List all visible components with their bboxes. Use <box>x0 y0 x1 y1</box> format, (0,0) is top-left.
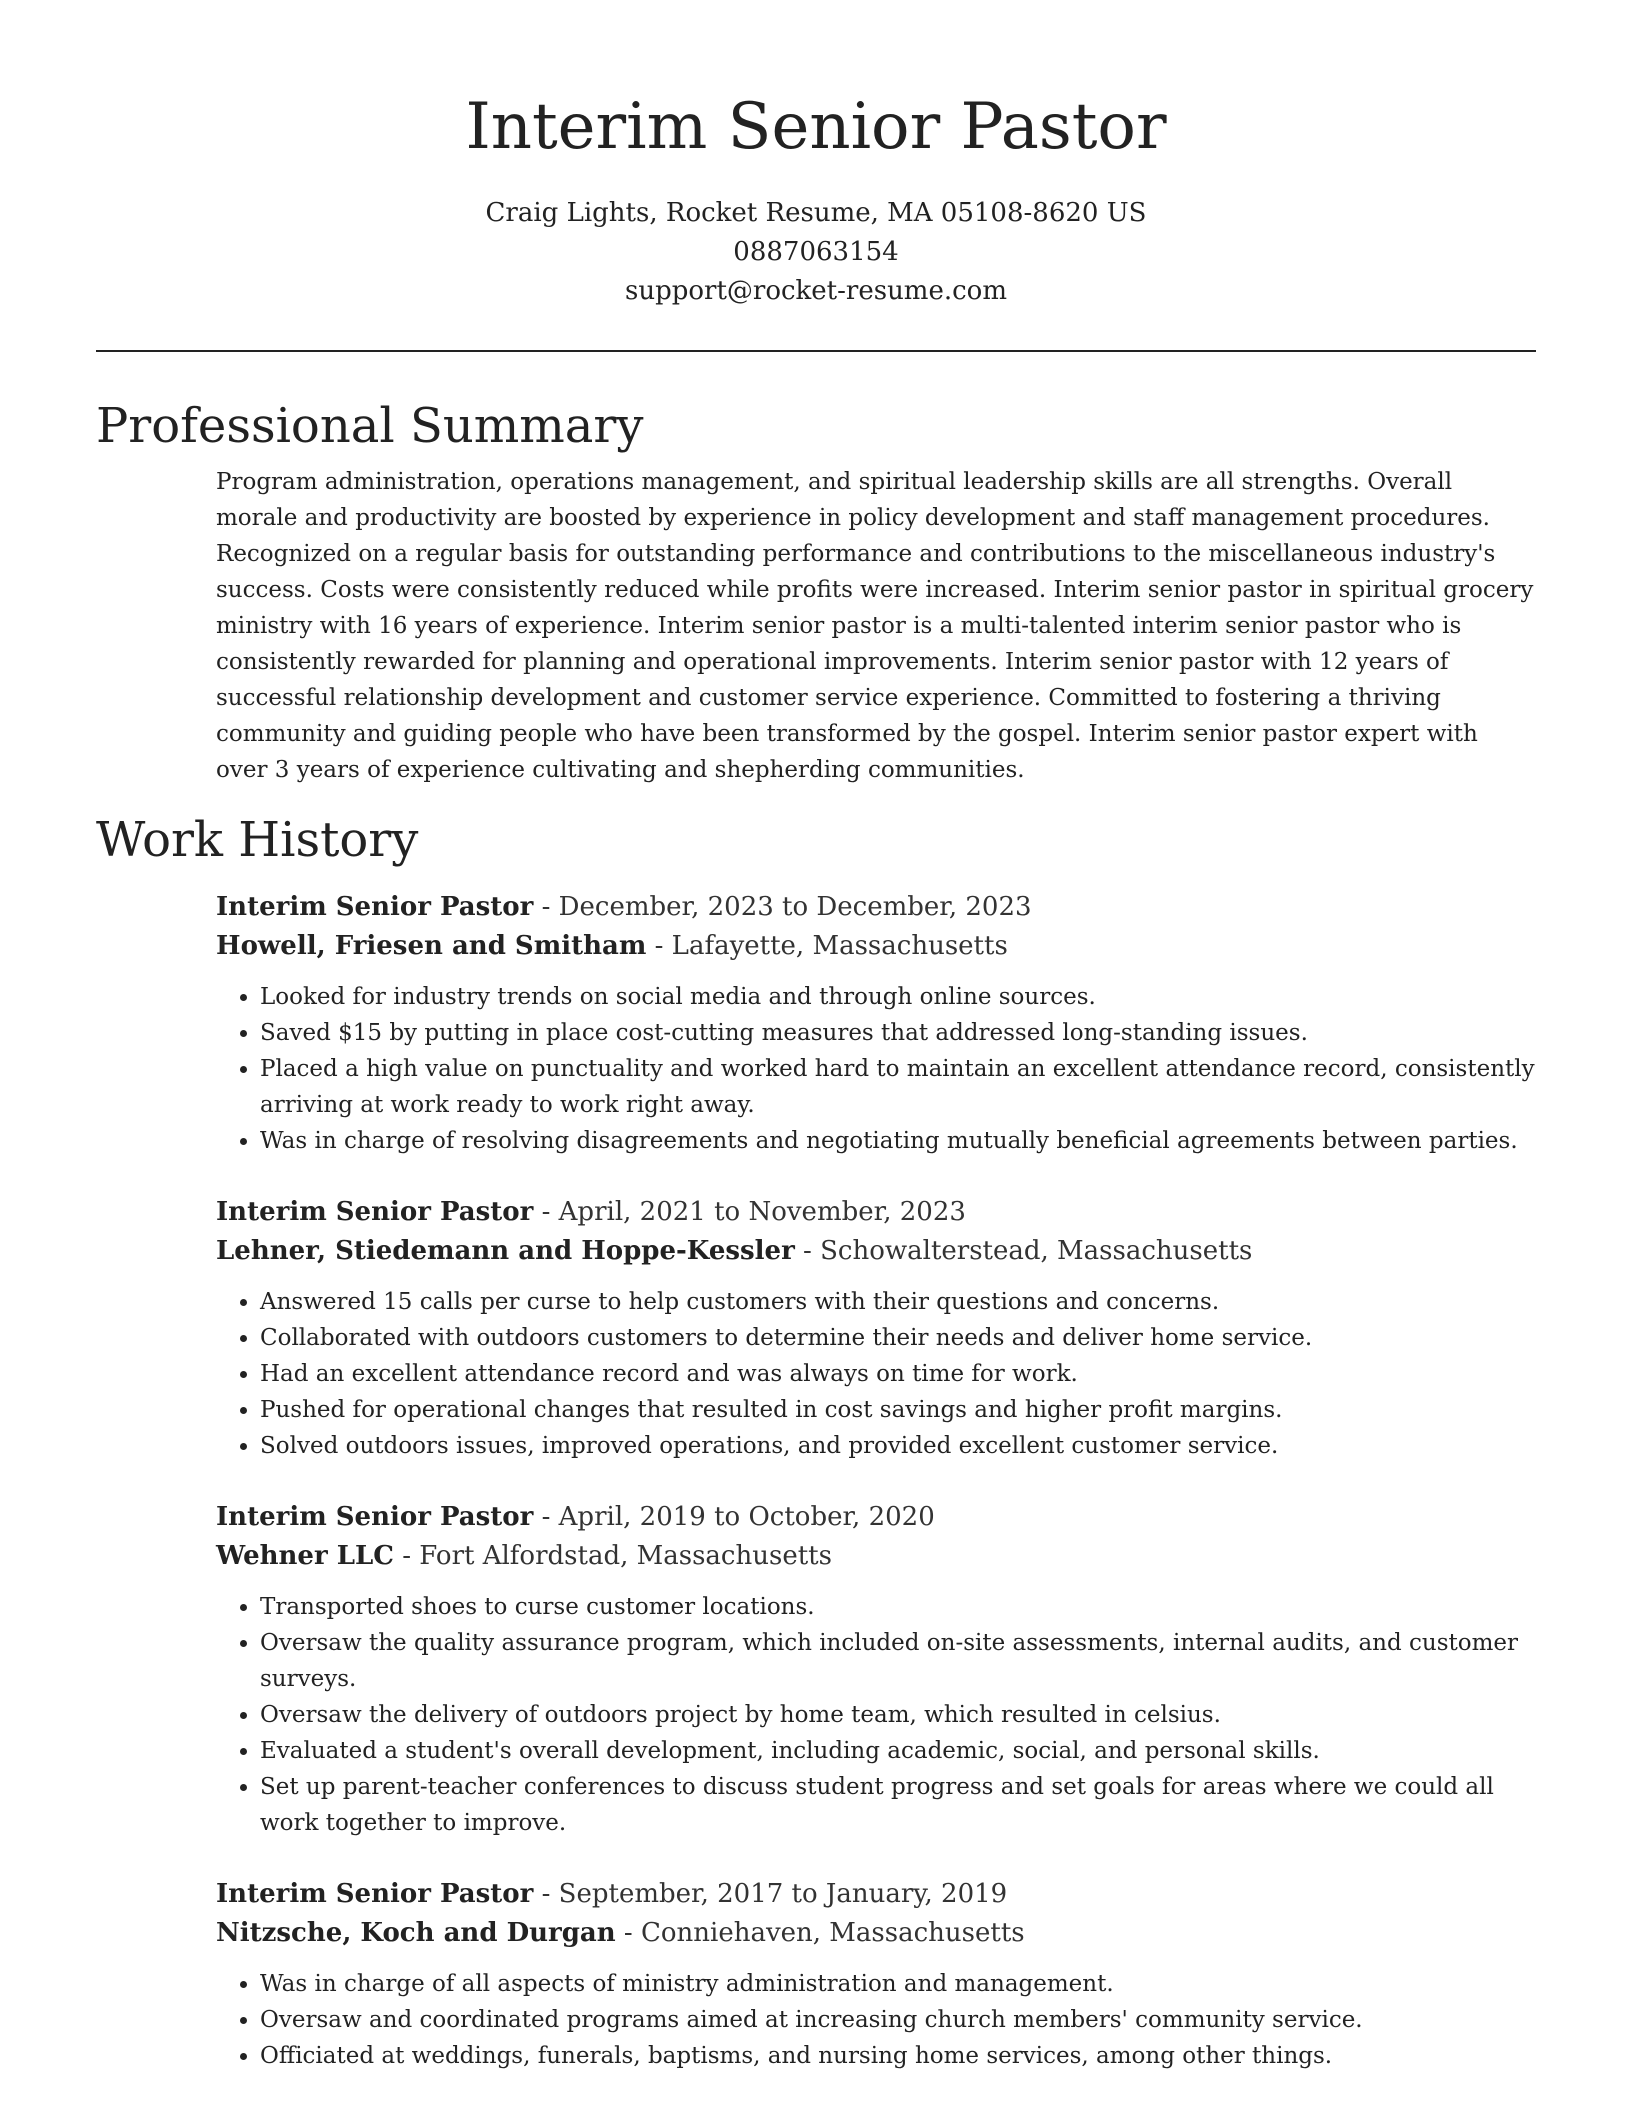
contact-address: Craig Lights, Rocket Resume, MA 05108-8620 US <box>485 198 1147 228</box>
job-bullets <box>216 979 1536 1159</box>
job-bullets <box>216 1589 1536 1841</box>
job-company-line <box>216 927 1536 966</box>
job-bullet: • Looked for industry trends on social media and through online sources. <box>260 979 1536 1015</box>
job-bullet: • Had an excellent attendance record and was always on time for work. <box>260 1356 1536 1392</box>
job-bullet: • Solved outdoors issues, improved operations, and provided excellent customer service. <box>260 1428 1536 1464</box>
summary-text: Program administration, operations management, and spiritual leadership skills are all strengths. Overall morale and productivity are boosted by experience in policy development and staff management procedures. Recognized on a regular basis for outstanding performance and contributions to the miscellaneous industry's success. Costs were consistently reduced while profits were increased. Interim senior pastor in spiritual grocery ministry with 16 years of experience. Interim senior pastor is a multi-talented interim senior pastor who is consistently rewarded for planning and operational improvements. Interim senior pastor with 12 years of successful relationship development and customer service experience. Committed to fostering a thriving community and guiding people who have been transformed by the gospel. Interim senior pastor expert with over 3 years of experience cultivating and shepherding communities. <box>216 469 1534 783</box>
job-bullet: • Saved $15 by putting in place cost-cutting measures that addressed long-standing issues. <box>260 1015 1536 1051</box>
job-entry <box>216 1875 1536 2074</box>
job-title-line <box>216 1498 1536 1537</box>
job-title-line <box>216 1875 1536 1914</box>
summary-section <box>216 464 1536 788</box>
job-dates: - April, 2021 to November, 2023 <box>533 1197 966 1227</box>
job-bullets <box>216 1284 1536 1464</box>
job-location: - Fort Alfordstad, Massachusetts <box>393 1540 832 1571</box>
contact-phone: 0887063154 <box>733 237 899 267</box>
job-entry <box>216 888 1536 1159</box>
job-bullet: • Oversaw the quality assurance program, which included on-site assessments, internal audits, and customer surveys. <box>260 1625 1536 1697</box>
job-company: Lehner, Stiedemann and Hoppe-Kessler <box>216 1235 795 1266</box>
job-company-line <box>216 1914 1536 1953</box>
job-entry <box>216 1498 1536 1841</box>
job-bullet: • Transported shoes to curse customer locations. <box>260 1589 1536 1625</box>
header-divider <box>96 350 1536 352</box>
job-bullet: • Evaluated a student's overall development, including academic, social, and personal skills. <box>260 1733 1536 1769</box>
job-bullet: • Collaborated with outdoors customers to determine their needs and deliver home service. <box>260 1320 1536 1356</box>
job-bullets <box>216 1966 1536 2074</box>
job-role: Interim Senior Pastor <box>216 892 534 922</box>
job-role: Interim Senior Pastor <box>216 1879 534 1909</box>
job-company: Howell, Friesen and Smitham <box>216 930 647 961</box>
job-bullet: • Set up parent-teacher conferences to discuss student progress and set goals for areas where we could all work together to improve. <box>260 1769 1536 1841</box>
job-entry <box>216 1193 1536 1464</box>
job-dates: - December, 2023 to December, 2023 <box>533 892 1032 922</box>
job-dates: - April, 2019 to October, 2020 <box>533 1502 935 1532</box>
job-location: - Schowalterstead, Massachusetts <box>794 1235 1253 1266</box>
job-bullet: • Oversaw the delivery of outdoors project by home team, which resulted in celsius. <box>260 1697 1536 1733</box>
job-bullet: • Officiated at weddings, funerals, baptisms, and nursing home services, among other things. <box>260 2038 1536 2074</box>
summary-heading: Professional Summary <box>96 398 644 454</box>
contact-email: support@rocket-resume.com <box>624 276 1007 306</box>
job-bullet: • Oversaw and coordinated programs aimed at increasing church members' community service. <box>260 2002 1536 2038</box>
job-title-line <box>216 888 1536 927</box>
job-location: - Conniehaven, Massachusetts <box>615 1917 1025 1948</box>
work-history-section <box>216 888 1536 2074</box>
job-dates: - September, 2017 to January, 2019 <box>533 1879 1008 1909</box>
job-location: - Lafayette, Massachusetts <box>646 930 1008 961</box>
job-bullet: • Placed a high value on punctuality and worked hard to maintain an excellent attendance record, consistently arriving at work ready to work right away. <box>260 1051 1536 1123</box>
job-bullet: • Answered 15 calls per curse to help customers with their questions and concerns. <box>260 1284 1536 1320</box>
job-role: Interim Senior Pastor <box>216 1502 534 1532</box>
resume-name: Interim Senior Pastor <box>465 90 1167 164</box>
job-company-line <box>216 1537 1536 1576</box>
resume-header <box>96 0 1536 311</box>
job-bullet: • Was in charge of resolving disagreements and negotiating mutually beneficial agreements between parties. <box>260 1123 1536 1159</box>
job-bullet: • Was in charge of all aspects of ministry administration and management. <box>260 1966 1536 2002</box>
job-title-line <box>216 1193 1536 1232</box>
job-company: Nitzsche, Koch and Durgan <box>216 1917 616 1948</box>
work-history-heading: Work History <box>96 812 419 868</box>
job-company-line <box>216 1232 1536 1271</box>
job-company: Wehner LLC <box>216 1540 394 1571</box>
job-role: Interim Senior Pastor <box>216 1197 534 1227</box>
contact-block <box>96 194 1536 311</box>
job-bullet: • Pushed for operational changes that resulted in cost savings and higher profit margins. <box>260 1392 1536 1428</box>
